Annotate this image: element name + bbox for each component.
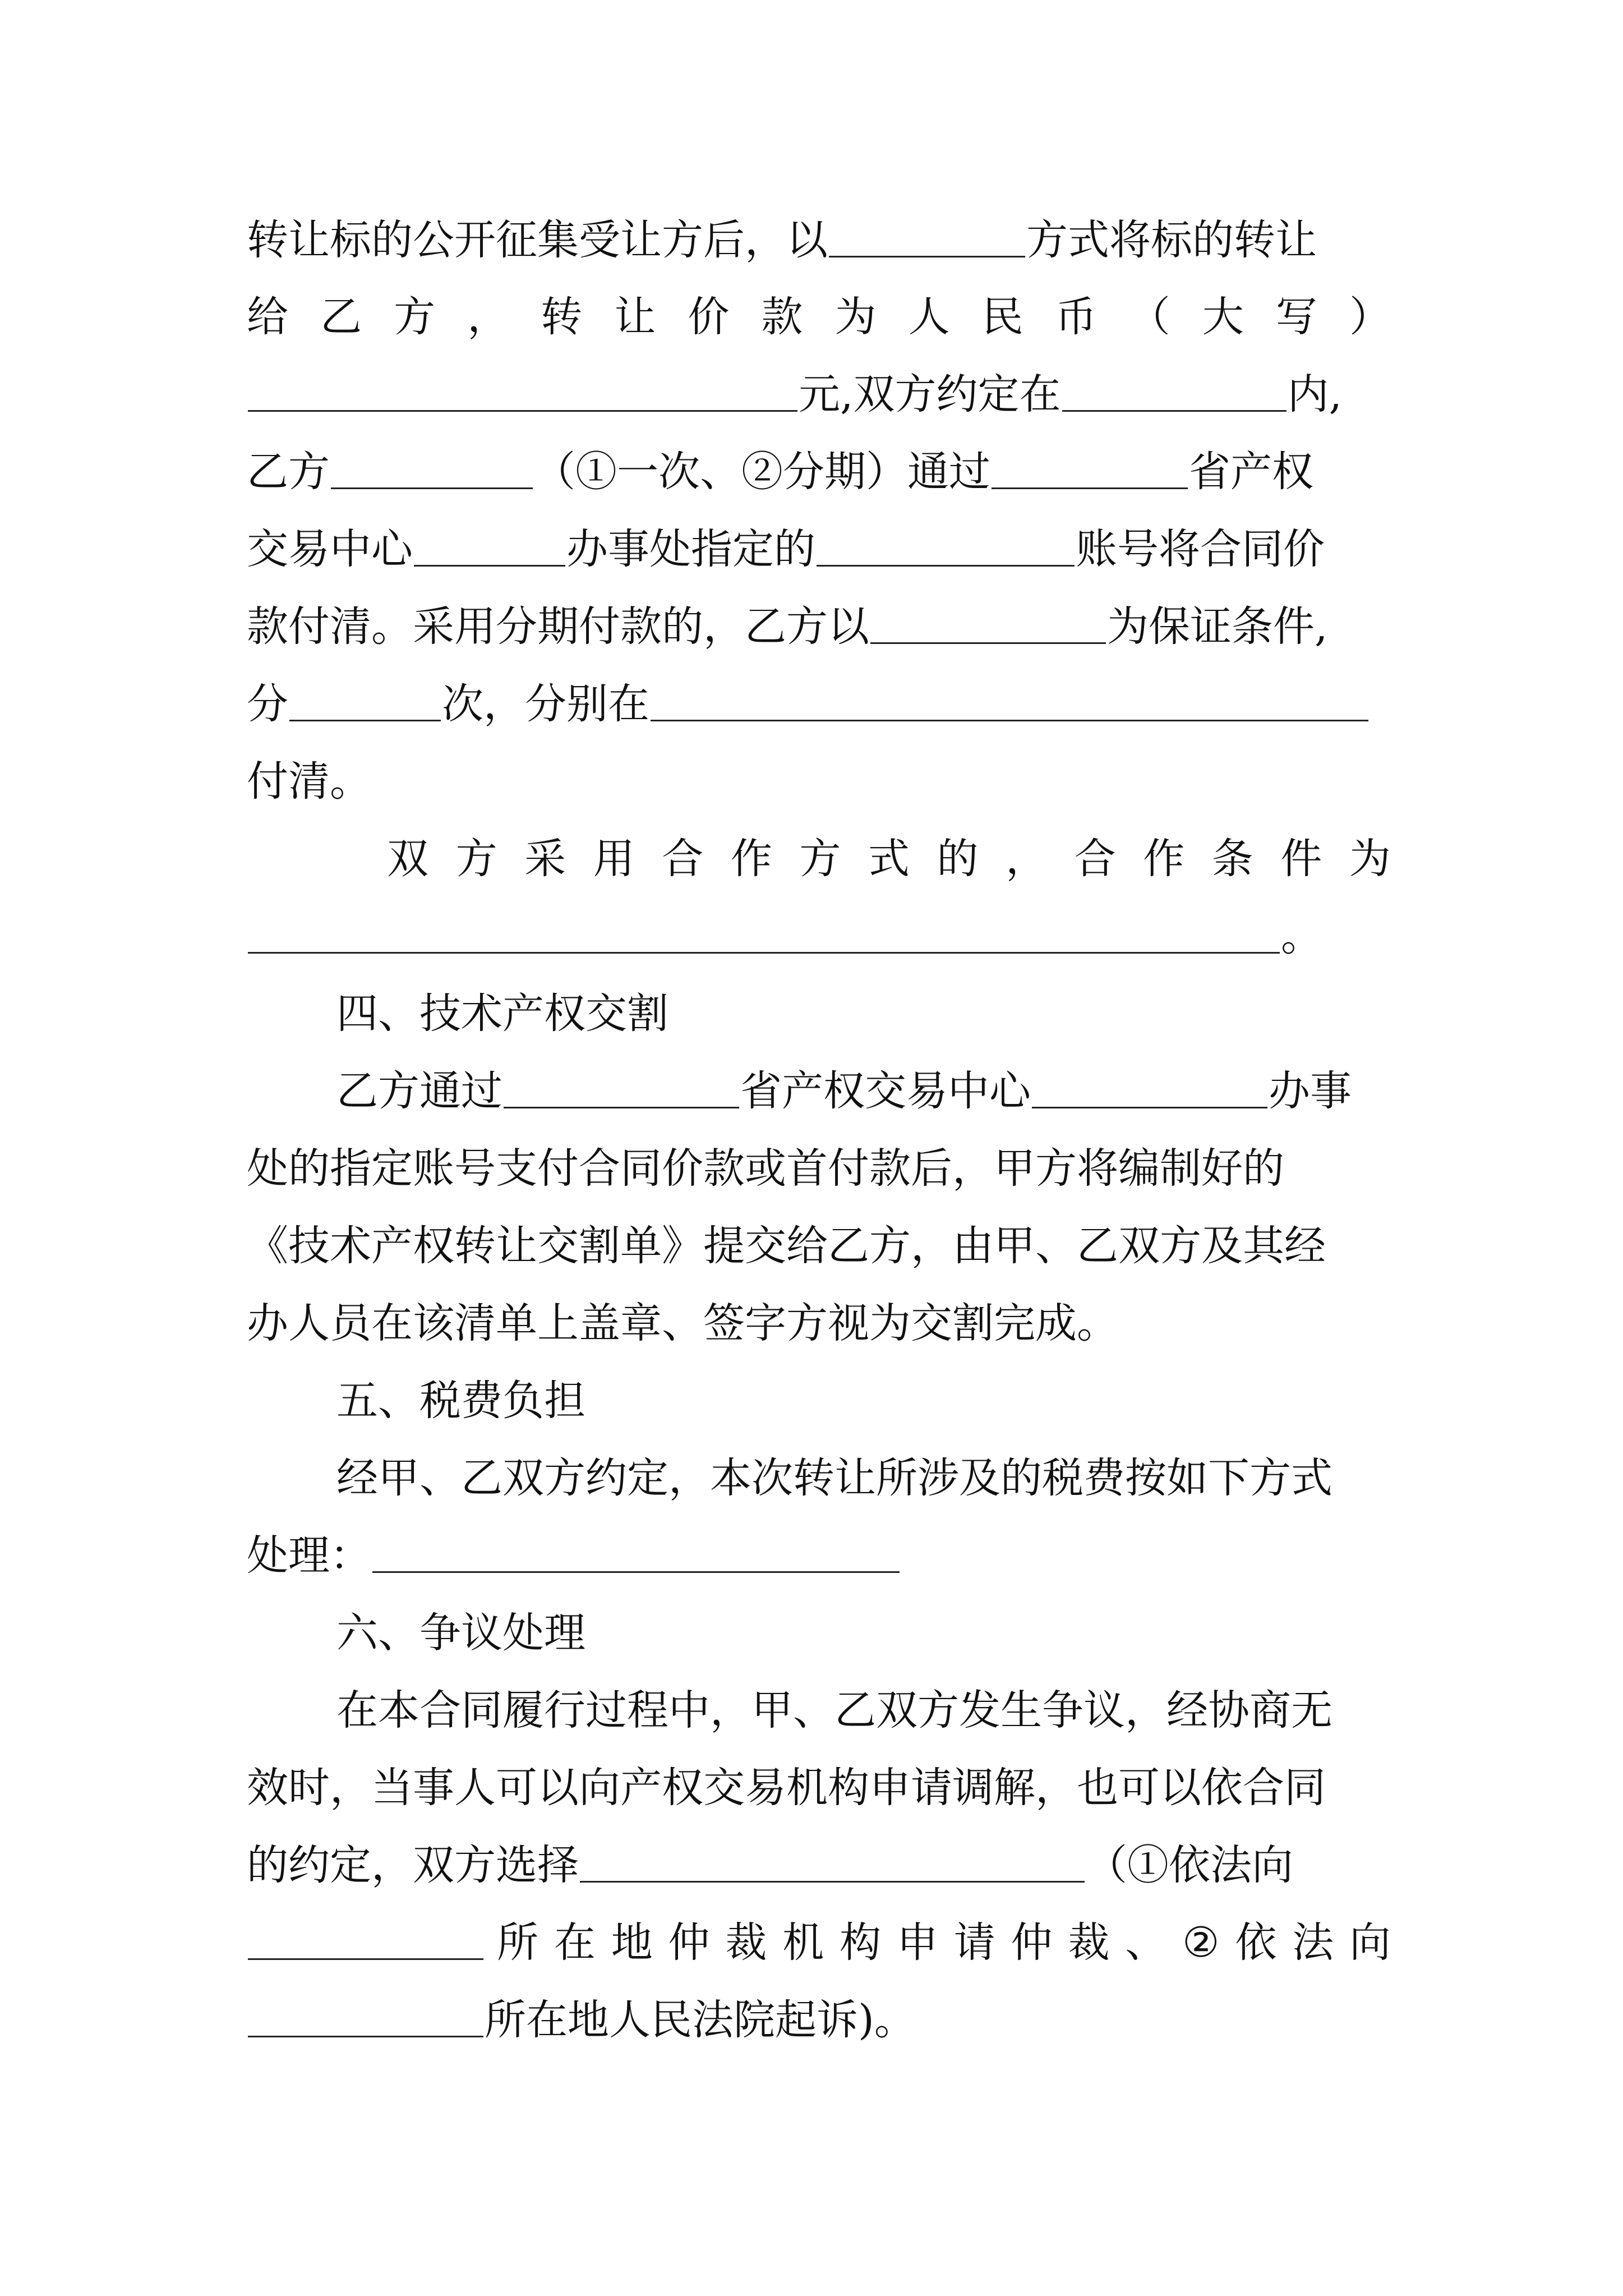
section-heading (336, 1586, 1391, 1657)
text-char: 裁 (1068, 1918, 1110, 1967)
text-char: 申 (896, 1918, 938, 1967)
fill-in-blank[interactable] (829, 219, 1025, 257)
fill-in-blank[interactable] (651, 683, 1368, 721)
section-heading (336, 967, 1391, 1038)
text-line (247, 580, 1391, 651)
text-segment: 分 (247, 680, 288, 728)
fill-in-blank[interactable] (580, 1844, 1085, 1883)
text-char: 构 (840, 1918, 882, 1967)
text-char: 合 (1074, 835, 1116, 883)
text-char: 作 (1143, 835, 1185, 883)
text-line (336, 1664, 1391, 1734)
text-char: （ (1128, 293, 1170, 341)
text-segment: 处理： (247, 1531, 371, 1580)
text-line (247, 194, 1391, 264)
text-segment: 省产权交易中心 (740, 1067, 1031, 1115)
text-line (247, 1896, 1391, 1967)
section-heading (336, 1354, 1391, 1425)
text-segment: 处的指定账号支付合同价款或首付款后，甲方将编制好的 (247, 1144, 1284, 1193)
text-char: 款 (761, 293, 803, 341)
text-char: 请 (953, 1918, 995, 1967)
text-char: 方 (455, 835, 497, 883)
text-char: 件 (1280, 835, 1322, 883)
text-segment: 次，分别在 (442, 680, 649, 728)
spread-text (497, 1918, 1391, 1967)
fill-in-blank[interactable] (248, 1921, 483, 1960)
text-char: 方 (394, 293, 436, 341)
text-line (247, 270, 1391, 341)
text-char: 地 (611, 1918, 653, 1967)
fill-in-blank[interactable] (992, 450, 1188, 489)
text-char: 、 (1125, 1918, 1167, 1967)
text-segment: （①一次、②分期）通过 (534, 448, 990, 496)
text-char: 法 (1292, 1918, 1334, 1967)
text-line (387, 812, 1391, 883)
fill-in-blank[interactable] (817, 528, 1075, 567)
fill-in-blank[interactable] (289, 683, 441, 721)
text-char: 民 (981, 293, 1023, 341)
text-line (336, 1045, 1391, 1115)
text-char: 采 (524, 835, 566, 883)
fill-in-blank[interactable] (248, 1999, 483, 2037)
text-char: 双 (387, 835, 428, 883)
text-char: 仲 (1011, 1918, 1053, 1967)
text-segment: 内, (1287, 370, 1343, 418)
text-char: 仲 (668, 1918, 710, 1967)
text-char: 方 (799, 835, 841, 883)
text-line (247, 1741, 1391, 1812)
text-char: 转 (541, 293, 583, 341)
text-segment: 付清。 (247, 757, 371, 806)
text-char: 让 (614, 293, 656, 341)
text-segment: 所在地人民法院起诉)。 (485, 1996, 916, 2044)
text-char: 为 (1349, 835, 1391, 883)
text-segment: 办人员在该清单上盖章、签字方视为交割完成。 (247, 1299, 1118, 1347)
text-char: 式 (868, 835, 910, 883)
fill-in-blank[interactable] (248, 373, 797, 412)
text-line (247, 1277, 1391, 1347)
text-line (247, 1509, 1391, 1580)
text-segment: 方式将标的转让 (1026, 216, 1317, 264)
text-segment: 经甲、乙双方约定，本次转让所涉及的税费按如下方式 (336, 1454, 1332, 1502)
fill-in-blank[interactable] (248, 915, 1280, 954)
text-segment: 办事处指定的 (566, 525, 815, 573)
text-segment: 转让标的公开征集受让方后，以 (247, 216, 828, 264)
text-char: 机 (782, 1918, 824, 1967)
fill-in-blank[interactable] (372, 1534, 900, 1573)
text-char: 在 (554, 1918, 596, 1967)
text-char: 的 (937, 835, 979, 883)
text-char: 向 (1349, 1918, 1391, 1967)
text-segment: 省产权 (1189, 448, 1313, 496)
text-char: 写 (1275, 293, 1317, 341)
text-char: ） (1349, 293, 1391, 341)
text-segment: 为保证条件, (1107, 602, 1328, 651)
text-line (247, 1199, 1391, 1270)
text-segment: （①依法向 (1086, 1841, 1293, 1889)
text-char: 合 (662, 835, 704, 883)
text-char: 币 (1055, 293, 1097, 341)
text-line (247, 1122, 1391, 1193)
text-segment: 《技术产权转让交割单》提交给乙方，由甲、乙双方及其经 (247, 1222, 1326, 1270)
text-segment: 效时，当事人可以向产权交易机构申请调解，也可以依合同 (247, 1764, 1326, 1812)
text-segment: 乙方通过 (336, 1067, 502, 1115)
text-line (247, 1973, 1391, 2044)
text-char: ② (1182, 1918, 1220, 1967)
text-char: 给 (247, 293, 288, 341)
text-line (247, 348, 1391, 418)
text-char: 乙 (320, 293, 362, 341)
text-line (336, 1432, 1391, 1502)
text-char: ， (467, 293, 509, 341)
fill-in-blank[interactable] (870, 605, 1106, 644)
fill-in-blank[interactable] (1062, 373, 1287, 412)
fill-in-blank[interactable] (414, 528, 565, 567)
text-line (247, 657, 1391, 728)
text-char: 依 (1235, 1918, 1277, 1967)
text-segment: 元,双方约定在 (799, 370, 1061, 418)
fill-in-blank[interactable] (1032, 1070, 1267, 1108)
text-char: 大 (1202, 293, 1244, 341)
text-segment: 款付清。采用分期付款的，乙方以 (247, 602, 869, 651)
text-char: 为 (834, 293, 877, 341)
text-segment: 在本合同履行过程中，甲、乙双方发生争议，经协商无 (336, 1686, 1332, 1734)
text-segment: 的约定，双方选择 (247, 1841, 579, 1889)
text-char: 条 (1211, 835, 1253, 883)
text-segment: 交易中心 (247, 525, 413, 573)
text-line (247, 890, 1391, 960)
text-line (247, 503, 1391, 573)
heading-text: 六、争议处理 (336, 1609, 585, 1657)
text-segment: 。 (1281, 912, 1322, 960)
text-char: 裁 (725, 1918, 767, 1967)
text-char: 价 (688, 293, 730, 341)
fill-in-blank[interactable] (504, 1070, 739, 1108)
text-segment: 办事 (1269, 1067, 1352, 1115)
text-char: ， (1006, 835, 1048, 883)
text-char: 作 (730, 835, 772, 883)
text-line (247, 425, 1391, 496)
text-line (247, 735, 1391, 806)
heading-text: 五、税费负担 (336, 1377, 585, 1425)
fill-in-blank[interactable] (331, 450, 533, 489)
text-line (247, 1819, 1391, 1889)
text-char: 所 (497, 1918, 538, 1967)
text-char: 用 (593, 835, 635, 883)
text-char: 人 (908, 293, 950, 341)
text-segment: 账号将合同价 (1076, 525, 1325, 573)
text-segment: 乙方 (247, 448, 330, 496)
heading-text: 四、技术产权交割 (336, 990, 668, 1038)
